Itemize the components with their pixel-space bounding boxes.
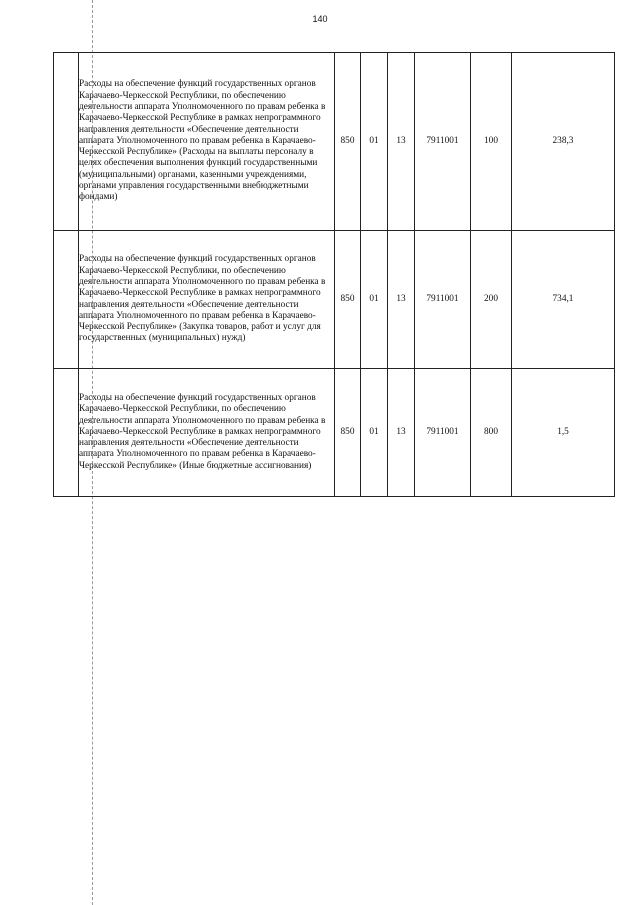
row-index-cell <box>54 231 79 369</box>
row-index-cell <box>54 53 79 231</box>
amount-cell: 734,1 <box>512 231 615 369</box>
description-cell <box>79 369 335 497</box>
page-number: 140 <box>312 14 328 24</box>
expense-type-cell: 200 <box>471 231 512 369</box>
amount-cell: 238,3 <box>512 53 615 231</box>
table-row <box>54 231 615 369</box>
section-code-cell: 01 <box>361 53 388 231</box>
amount-cell: 1,5 <box>512 369 615 497</box>
subsection-code-cell: 13 <box>388 53 415 231</box>
subsection-code-cell: 13 <box>388 231 415 369</box>
description-text: Расходы на обеспечение функций государственных органов Карачаево-Черкесской Республики, по обеспечению деятельности аппарата Уполномоченного по правам ребенка в Карачаево-Черкесской Республике в рамках непрограммного направления деятельности «Обеспечение деятельности аппарата Уполномоченного по правам ребенка в Карачаево-Черкесской Республике» (Закупка товаров, работ и услуг для государственных (муниципальных) нужд) <box>79 254 326 344</box>
target-article-cell: 7911001 <box>415 53 471 231</box>
description-text: Расходы на обеспечение функций государственных органов Карачаево-Черкесской Республики, по обеспечению деятельности аппарата Уполномоченного по правам ребенка в Карачаево-Черкесской Республике в рамках непрограммного направления деятельности «Обеспечение деятельности аппарата Уполномоченного по правам ребенка в Карачаево-Черкесской Республике» (Расходы на выплаты персоналу в целях обеспечения выполнения функций государственными (муниципальными) органами, казенными учреждениями, органами управления государственными внебюджетными фондами) <box>79 79 326 203</box>
ministry-code-cell: 850 <box>335 369 361 497</box>
target-article-cell: 7911001 <box>415 369 471 497</box>
description-text: Расходы на обеспечение функций государственных органов Карачаево-Черкесской Республики, по обеспечению деятельности аппарата Уполномоченного по правам ребенка в Карачаево-Черкесской Республике в рамках непрограммного направления деятельности «Обеспечение деятельности аппарата Уполномоченного по правам ребенка в Карачаево-Черкесской Республике» (Иные бюджетные ассигнования) <box>79 392 326 471</box>
expense-type-cell: 100 <box>471 53 512 231</box>
row-index-cell <box>54 369 79 497</box>
budget-table <box>53 52 615 497</box>
expense-type-cell: 800 <box>471 369 512 497</box>
subsection-code-cell: 13 <box>388 369 415 497</box>
target-article-cell: 7911001 <box>415 231 471 369</box>
table-row <box>54 369 615 497</box>
ministry-code-cell: 850 <box>335 53 361 231</box>
table-row <box>54 53 615 231</box>
ministry-code-cell: 850 <box>335 231 361 369</box>
description-cell <box>79 231 335 369</box>
section-code-cell: 01 <box>361 231 388 369</box>
section-code-cell: 01 <box>361 369 388 497</box>
description-cell <box>79 53 335 231</box>
